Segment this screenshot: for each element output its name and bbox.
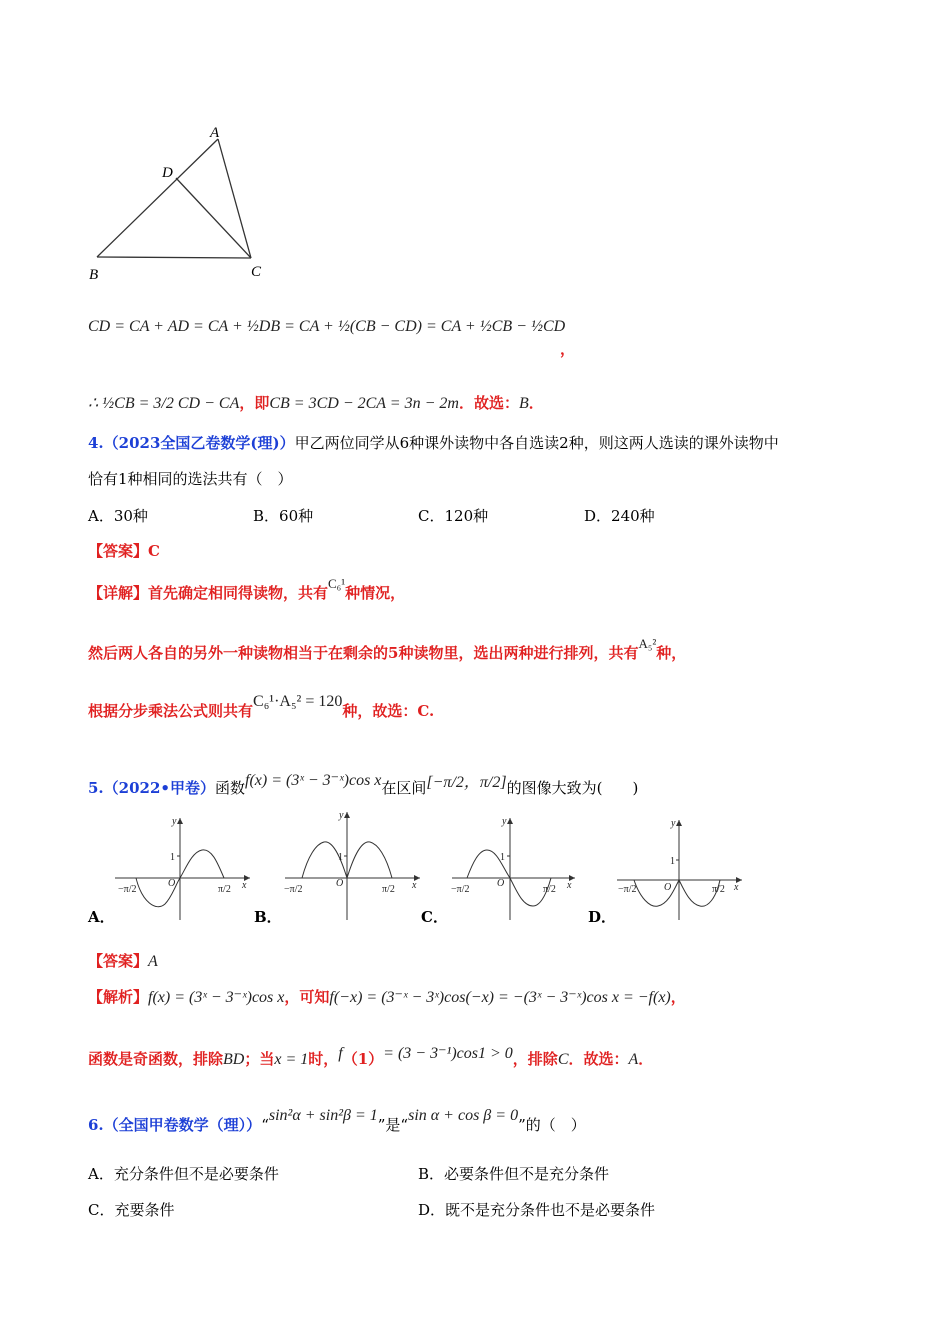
graph-d-x-label: x [734, 882, 739, 893]
q4-detail-line3: 根据分步乘法公式则共有C₆¹·A₅² = 120种，故选：C. [88, 693, 435, 720]
vertex-b-label: B [89, 267, 99, 283]
graph-b-origin-label: O [336, 878, 344, 889]
q5-graph-b [280, 806, 430, 922]
q6-stem: 6.（全国甲卷数学（理））“sin²α + sin²β = 1”是“sin α + cos β = 0”的（ ） [88, 1107, 586, 1134]
solution-line-1-tail: ， [560, 340, 576, 358]
q5-option-a: A． [88, 908, 115, 926]
graph-a-neg-pi2-label: −π/2 [118, 884, 137, 895]
graph-d-pi2-label: π/2 [712, 884, 725, 895]
graph-a-x-label: x [242, 880, 247, 891]
q6-option-d: D．既不是充分条件也不是必要条件 [418, 1201, 656, 1219]
q5-graph-c [447, 812, 587, 922]
vertex-a-label: A [210, 125, 220, 141]
q4-option-b: B．60种 [253, 507, 314, 525]
graph-d-neg-pi2-label: −π/2 [618, 884, 637, 895]
graph-a-origin-label: O [168, 878, 176, 889]
q5-analysis-line1: 【解析】f(x) = (3ˣ − 3⁻ˣ)cos x，可知f(−x) = (3⁻ˣ − 3ˣ)cos(−x) = −(3ˣ − 3⁻ˣ)cos x = −f(x)， [88, 988, 686, 1006]
graph-c-neg-pi2-label: −π/2 [451, 884, 470, 895]
graph-a-one-label: 1 [170, 852, 175, 863]
solution-line-2: ∴ ½CB = 3/2 CD − CA，即CB = 3CD − 2CA = 3n − 2m．故选：B． [88, 394, 544, 412]
graph-c-y-label: y [502, 816, 507, 827]
q5-option-c: C． [421, 908, 448, 926]
q4-detail-line1: 【详解】首先确定相同得读物，共有$^{C_6^1}$种情况， [88, 576, 406, 602]
q4-detail-line2: 然后两人各自的另外一种读物相当于在剩余的5种读物里，选出两种进行排列，共有$^{A_5^2}$种， [88, 636, 687, 662]
graph-d-y-label: y [671, 818, 676, 829]
triangle-figure [85, 120, 275, 290]
graph-c-origin-label: O [497, 878, 505, 889]
q6-option-a: A．充分条件但不是必要条件 [88, 1165, 279, 1183]
solution-line-1: CD = CA + AD = CA + ½DB = CA + ½(CB − CD) = CA + ½CB − ½CD [88, 318, 566, 335]
q4-option-a: A．30种 [88, 507, 148, 525]
q4-answer: 【答案】C [88, 542, 160, 560]
graph-a-pi2-label: π/2 [218, 884, 231, 895]
q5-graph-a [110, 812, 260, 922]
vertex-c-label: C [251, 264, 262, 280]
graph-b-x-label: x [412, 880, 417, 891]
q5-stem: 5.（2022•甲卷）函数f(x) = (3ˣ − 3⁻ˣ)cos x在区间[−π/2，π/2]的图像大致为( ) [88, 772, 639, 797]
vertex-d-label: D [162, 165, 173, 181]
graph-b-one-label: 1 [338, 852, 343, 863]
q5-option-d: D． [588, 908, 617, 926]
graph-b-y-label: y [339, 810, 344, 821]
graph-c-one-label: 1 [500, 852, 505, 863]
q5-analysis-line2: 函数是奇函数，排除BD；当x = 1时，f（1）= (3 − 3⁻¹)cos1 > 0，排除C．故选：A． [88, 1045, 654, 1068]
graph-d-origin-label: O [664, 882, 672, 893]
graph-a-y-label: y [172, 816, 177, 827]
q5-option-b: B． [254, 908, 282, 926]
graph-d-one-label: 1 [670, 856, 675, 867]
graph-c-x-label: x [567, 880, 572, 891]
q4-option-d: D．240种 [584, 507, 655, 525]
q4-stem-line1: 4.（2023全国乙卷数学(理)）甲乙两位同学从6种课外读物中各自选读2种，则这两人选读的课外读物中 [88, 434, 779, 452]
q5-answer: 【答案】A [88, 952, 158, 970]
graph-b-pi2-label: π/2 [382, 884, 395, 895]
q6-option-b: B．必要条件但不是充分条件 [418, 1165, 610, 1183]
q5-graph-d [612, 814, 752, 922]
q4-stem-line2: 恰有1种相同的选法共有（ ） [88, 470, 293, 488]
graph-c-pi2-label: π/2 [543, 884, 556, 895]
q4-option-c: C．120种 [418, 507, 489, 525]
graph-b-neg-pi2-label: −π/2 [284, 884, 303, 895]
q6-option-c: C．充要条件 [88, 1201, 175, 1219]
